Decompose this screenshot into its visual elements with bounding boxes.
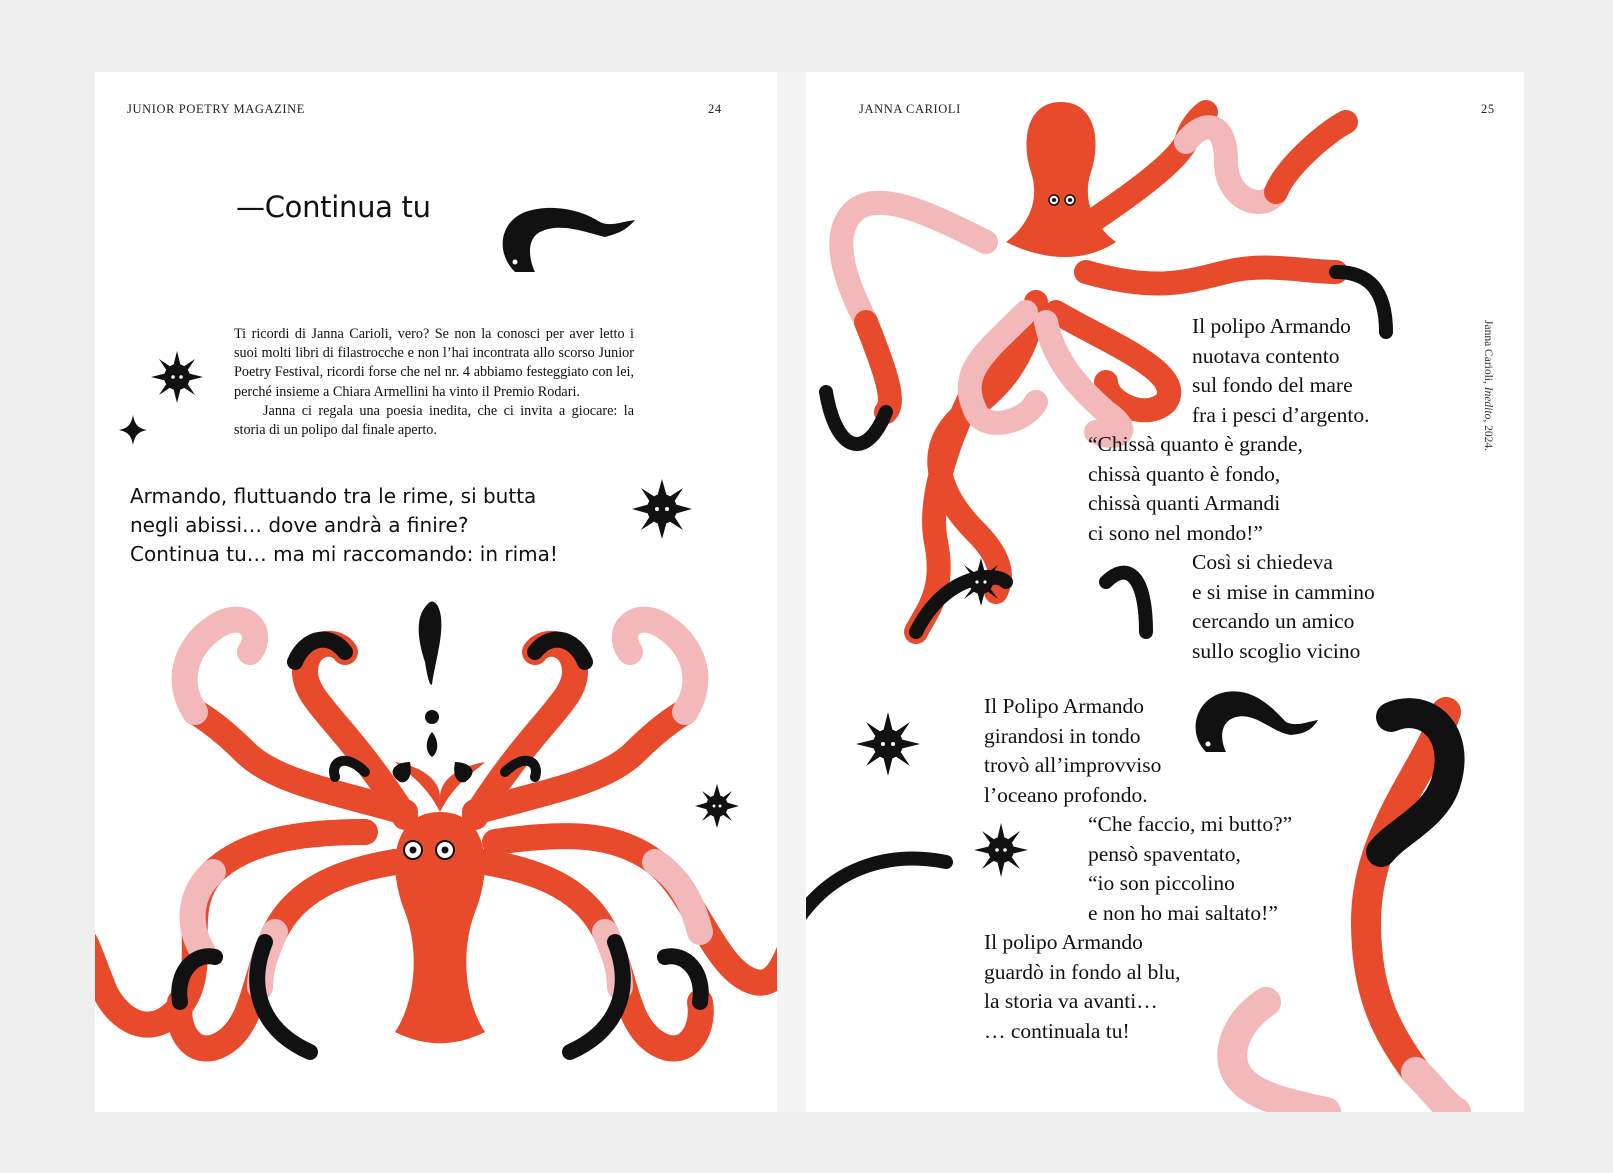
left-page-illustration [95, 72, 777, 1112]
right-page [806, 72, 1524, 1112]
lead-line: negli abissi… dove andrà a finire? [130, 513, 469, 537]
gutter [777, 72, 806, 1112]
sea-urchin-icon [151, 351, 203, 403]
poem-line: cercando un amico [1192, 609, 1355, 634]
sea-urchin-icon [974, 823, 1028, 877]
poem-line: ci sono nel mondo!” [1088, 520, 1263, 545]
poem-line: … continuala tu! [984, 1018, 1130, 1043]
intro-paragraph: Ti ricordi di Janna Carioli, vero? Se non la conosci per aver letto i suoi molti libri di filastrocche e non l’hai incontrata allo scorso Junior Poetry Festival, ricordi forse che nel nr. 4 abbiamo festeggiato con lei, perché insieme a Chiara Armellini ha vinto il Premio Rodari. [234, 326, 634, 400]
poem-line: Il Polipo Armando [984, 694, 1145, 718]
poem-line: Così si chiedeva [1192, 550, 1333, 574]
poem-line: l’oceano profondo. [984, 782, 1148, 807]
poem-line: Il polipo Armando [984, 930, 1143, 954]
poem-credit [1482, 320, 1494, 451]
poem-line: “Che faccio, mi butto?” [1088, 812, 1293, 836]
poem-stanza [1192, 312, 1370, 430]
poem-stanza [984, 692, 1161, 810]
poem-stanza [1088, 430, 1303, 548]
poem-line: chissà quanti Armandi [1088, 491, 1281, 516]
eel-icon [503, 208, 635, 272]
poem-line: fra i pesci d’argento. [1192, 402, 1370, 427]
credit-year: , 2024. [1482, 419, 1494, 451]
poem-stanza [984, 928, 1180, 1046]
lead-line: Armando, fluttuando tra le rime, si butta [130, 484, 537, 508]
poem-line: chissà quanto è fondo, [1088, 461, 1281, 486]
poem-line: sul fondo del mare [1192, 373, 1353, 398]
poem-line: sullo scoglio vicino [1192, 638, 1361, 663]
poem-line: “io son piccolino [1088, 871, 1235, 896]
running-title: JUNIOR POETRY MAGAZINE [127, 102, 306, 116]
poem-line: trovò all’improvviso [984, 753, 1162, 778]
page-number: 24 [708, 102, 722, 116]
page-title: —Continua tu [236, 190, 431, 224]
poem-line: nuotava contento [1192, 343, 1340, 368]
intro-paragraph: Janna ci regala una poesia inedita, che ci invita a giocare: la storia di un polipo dal finale aperto. [234, 402, 634, 439]
credit-author: Janna Carioli, [1482, 320, 1494, 387]
credit-title: Inedito [1482, 386, 1494, 420]
poem-stanza [1192, 548, 1375, 666]
poem-line: Il polipo Armando [1192, 314, 1351, 338]
poem-line: e non ho mai saltato!” [1088, 900, 1278, 925]
poem-line: girandosi in tondo [984, 723, 1141, 748]
left-page [95, 72, 777, 1112]
running-title: JANNA CARIOLI [859, 102, 961, 116]
lead-text [130, 482, 650, 569]
poem-line: e si mise in cammino [1192, 579, 1375, 604]
poem-line: guardò in fondo al blu, [984, 959, 1181, 984]
sea-urchin-icon [957, 558, 1005, 606]
poem-stanza [1088, 810, 1292, 928]
intro-text [234, 325, 634, 440]
sea-urchin-icon [695, 784, 739, 828]
lead-line: Continua tu… ma mi raccomando: in rima! [130, 542, 558, 566]
poem-line: pensò spaventato, [1088, 841, 1241, 866]
poem-line: “Chissà quanto è grande, [1088, 432, 1303, 456]
eel-icon [1196, 691, 1318, 752]
sea-urchin-icon [856, 712, 920, 776]
poem-line: la storia va avanti… [984, 989, 1158, 1014]
page-number: 25 [1481, 102, 1495, 116]
sparkle-icon [119, 415, 147, 445]
